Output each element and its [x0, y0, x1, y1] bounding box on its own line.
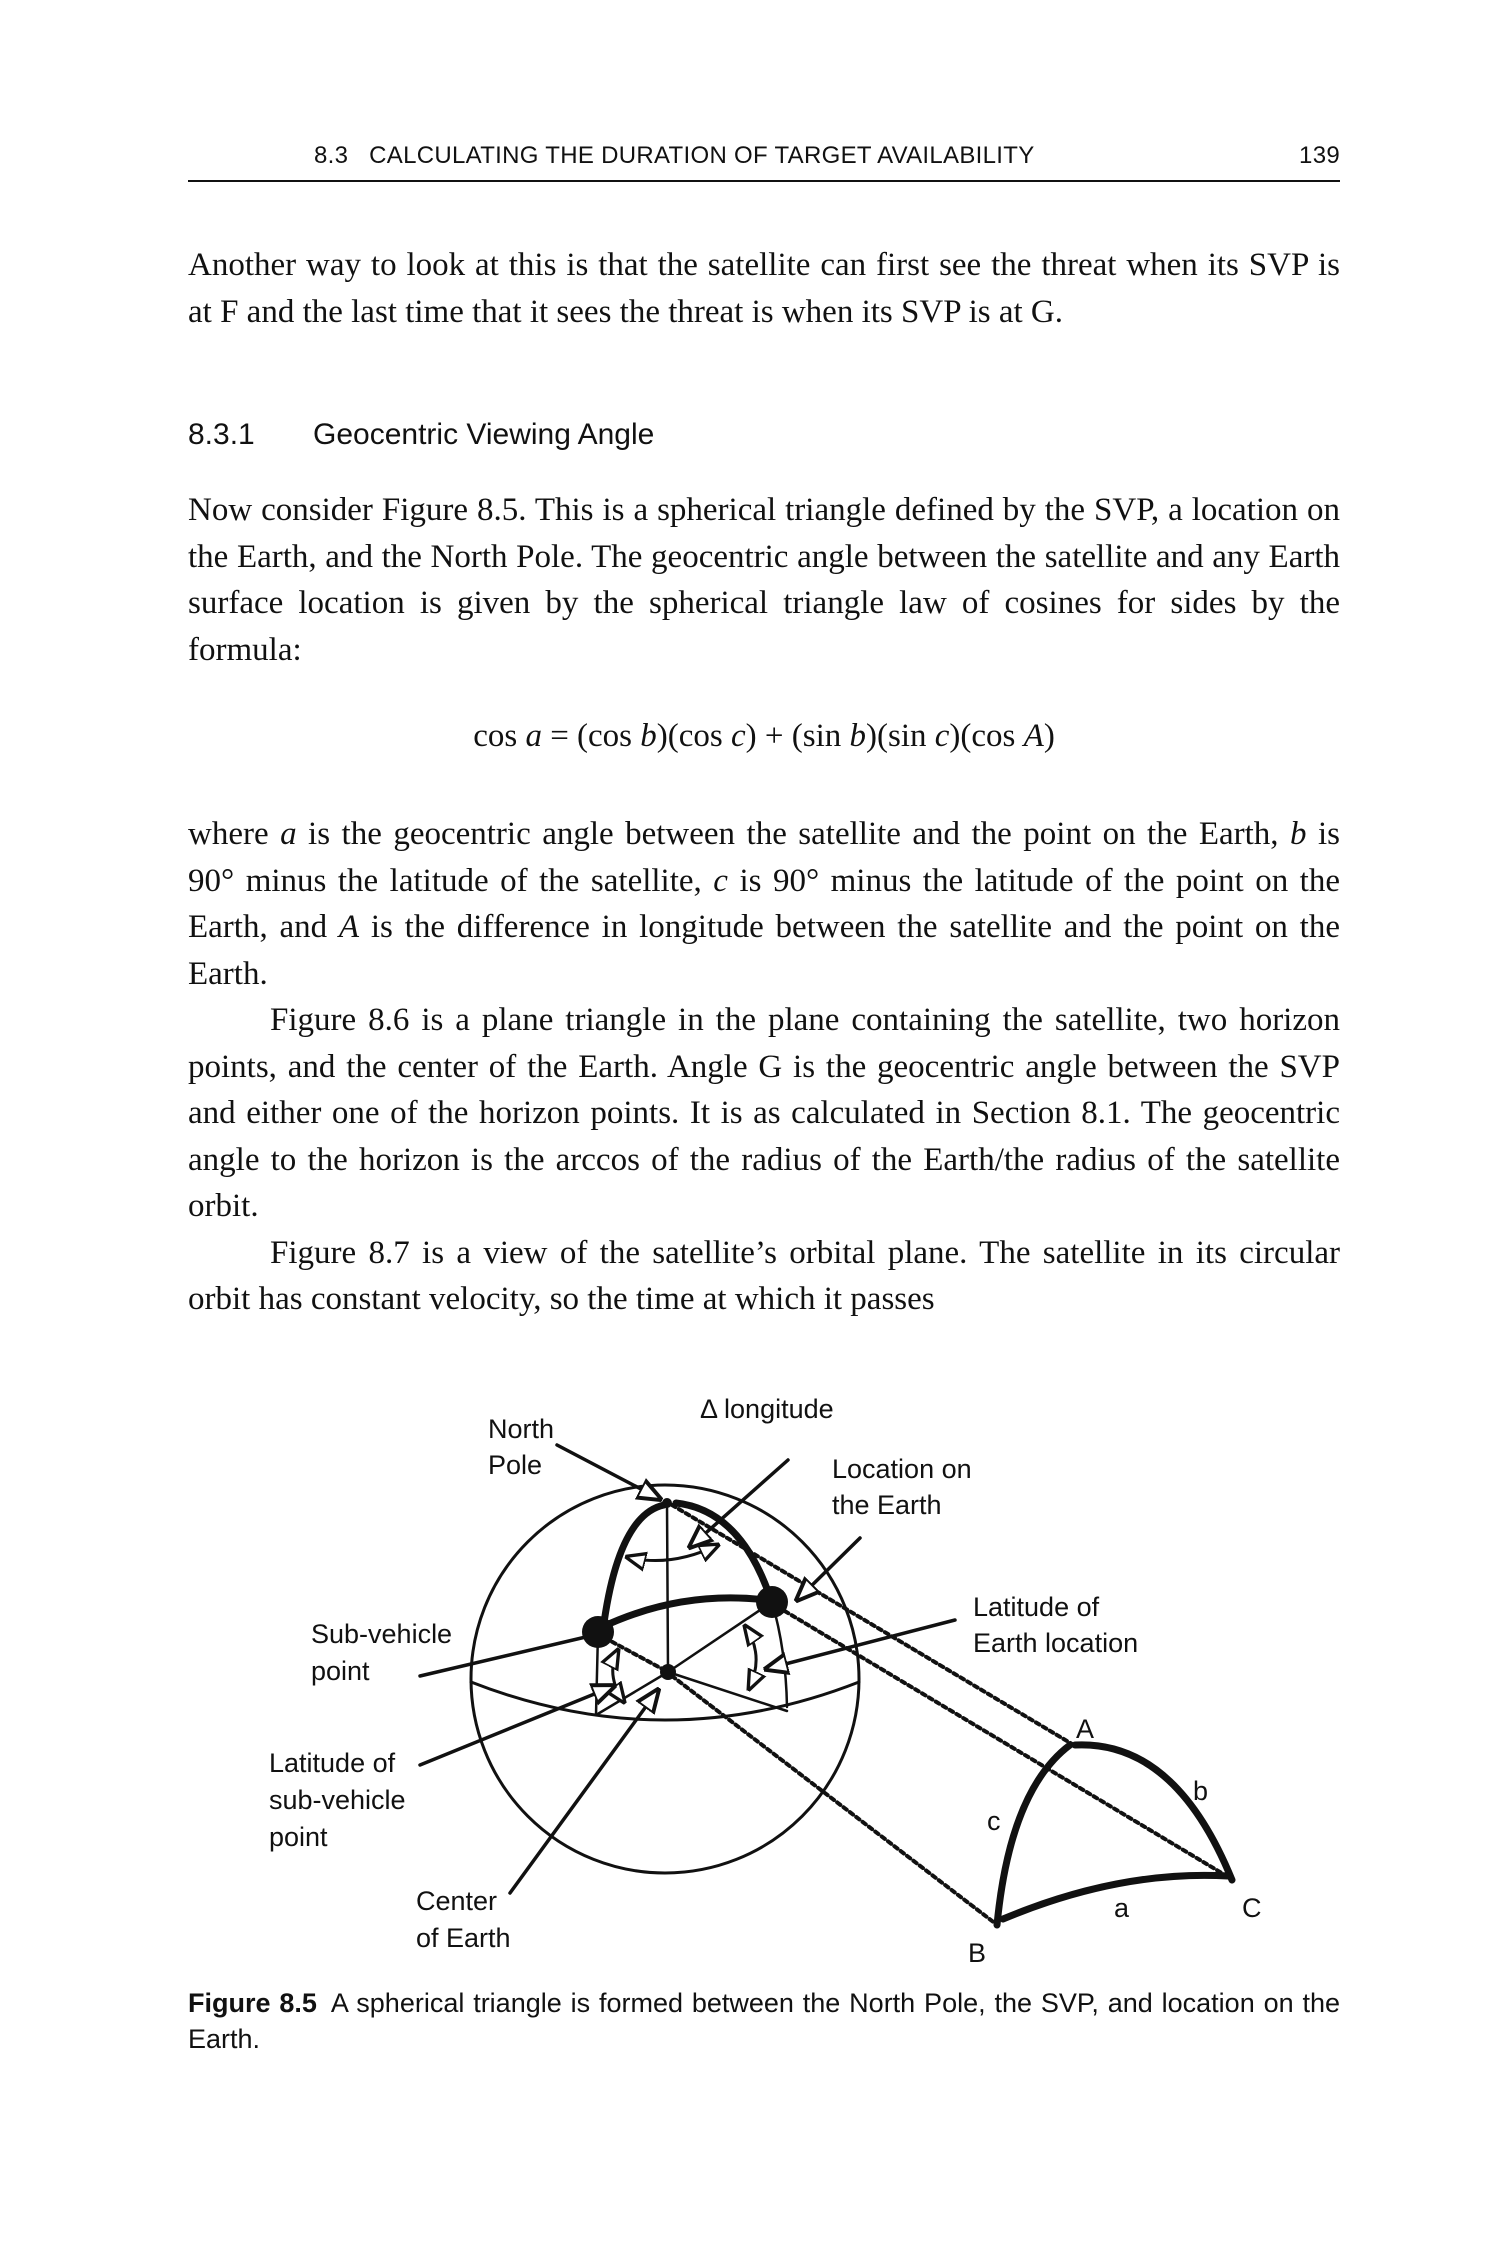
label-center: Center — [416, 1886, 498, 1916]
label-pole: Pole — [488, 1450, 543, 1480]
section-title: Geocentric Viewing Angle — [313, 418, 655, 451]
projection-line-pole — [672, 1505, 1072, 1744]
caption-text: A spherical triangle is formed between the North Pole, the SVP, and location on the Earth. — [188, 1988, 1340, 2054]
label-latitude-of: Latitude of — [973, 1592, 1100, 1622]
label-sub-vehicle: Sub-vehicle — [311, 1619, 453, 1649]
projection-line-center — [672, 1676, 996, 1924]
equation: cos a = (cos b)(cos c) + (sin b)(sin c)(cos A) — [473, 718, 1055, 754]
triangle-side-b — [1075, 1745, 1232, 1880]
label-of-earth: of Earth — [416, 1923, 511, 1953]
math-var: a — [280, 816, 297, 852]
math-var: b — [1290, 816, 1307, 852]
center-of-earth-dot — [660, 1664, 676, 1680]
equator — [471, 1682, 859, 1720]
label-vertex-C: C — [1242, 1893, 1262, 1923]
label-side-a: a — [1114, 1893, 1130, 1923]
paragraph: Now consider Figure 8.5. This is a spherical triangle defined by the SVP, a location on the Earth, and the North Pole. The geocentric angle between the satellite and any Earth surface location is given by the spherical triangle law of cosines for sides by the formula: — [188, 492, 1340, 668]
label-vertex-A: A — [1076, 1714, 1095, 1744]
location-dot — [756, 1586, 788, 1618]
page-number: 139 — [1299, 142, 1340, 169]
label-lat-sub-3: point — [269, 1822, 328, 1852]
meridian-center — [667, 1503, 668, 1672]
label-earth-location: Earth location — [973, 1628, 1139, 1658]
label-side-b: b — [1193, 1776, 1209, 1806]
sub-vehicle-point-dot — [582, 1616, 614, 1648]
label-location-on: Location on — [832, 1454, 972, 1484]
text-run: is the geocentric angle between the satellite and the point on the Earth, — [296, 816, 1291, 852]
math-var: c — [713, 862, 728, 899]
latitude-svp-arc — [613, 1650, 624, 1702]
leader-north-pole — [557, 1445, 660, 1499]
leader-latitude-earth — [766, 1620, 955, 1669]
text-run: where — [188, 816, 281, 852]
delta-longitude-arc — [627, 1545, 718, 1561]
paragraph: Figure 8.6 is a plane triangle in the plane containing the satellite, two horizon points, and the center of the Earth. Angle G is the geocentric angle between the SVP and either one of the horizon points. It is as calculated in Section 8.1. The geocentric angle to the horizon is the arccos of the radius of the Earth/the radius of the satellite orbit. — [188, 1002, 1340, 1224]
latitude-location-arc — [745, 1626, 756, 1689]
label-lat-sub-2: sub-vehicle — [269, 1785, 406, 1815]
text-run: is 90° minus the latitude of the point on the Earth, and — [188, 862, 1340, 945]
label-side-c: c — [987, 1806, 1001, 1836]
label-north: North — [488, 1414, 555, 1444]
label-the-earth: the Earth — [832, 1490, 942, 1520]
label-lat-sub-1: Latitude of — [269, 1748, 396, 1778]
caption-label: Figure 8.5 — [188, 1988, 317, 2018]
text-run: is the difference in longitude between the satellite and the point on the Earth. — [188, 909, 1340, 992]
radius-to-equator-location — [668, 1672, 787, 1711]
math-var: A — [338, 909, 360, 945]
label-delta-longitude: Δ longitude — [700, 1394, 834, 1424]
section-number: 8.3.1 — [188, 418, 255, 451]
paragraph: Figure 8.7 is a view of the satellite’s orbital plane. The satellite in its circular orbit has constant velocity, so the time at which it passes — [188, 1234, 1340, 1317]
paragraph: Another way to look at this is that the satellite can first see the threat when its SVP is at F and the last time that it sees the threat is when its SVP is at G. — [188, 247, 1340, 330]
text-run: is 90° minus the latitude of the satellite, — [188, 816, 1340, 899]
label-point: point — [311, 1656, 370, 1686]
north-pole-dot — [662, 1498, 672, 1508]
running-head-title: 8.3 CALCULATING THE DURATION OF TARGET AVAILABILITY — [314, 142, 1035, 169]
label-vertex-B: B — [968, 1938, 987, 1968]
